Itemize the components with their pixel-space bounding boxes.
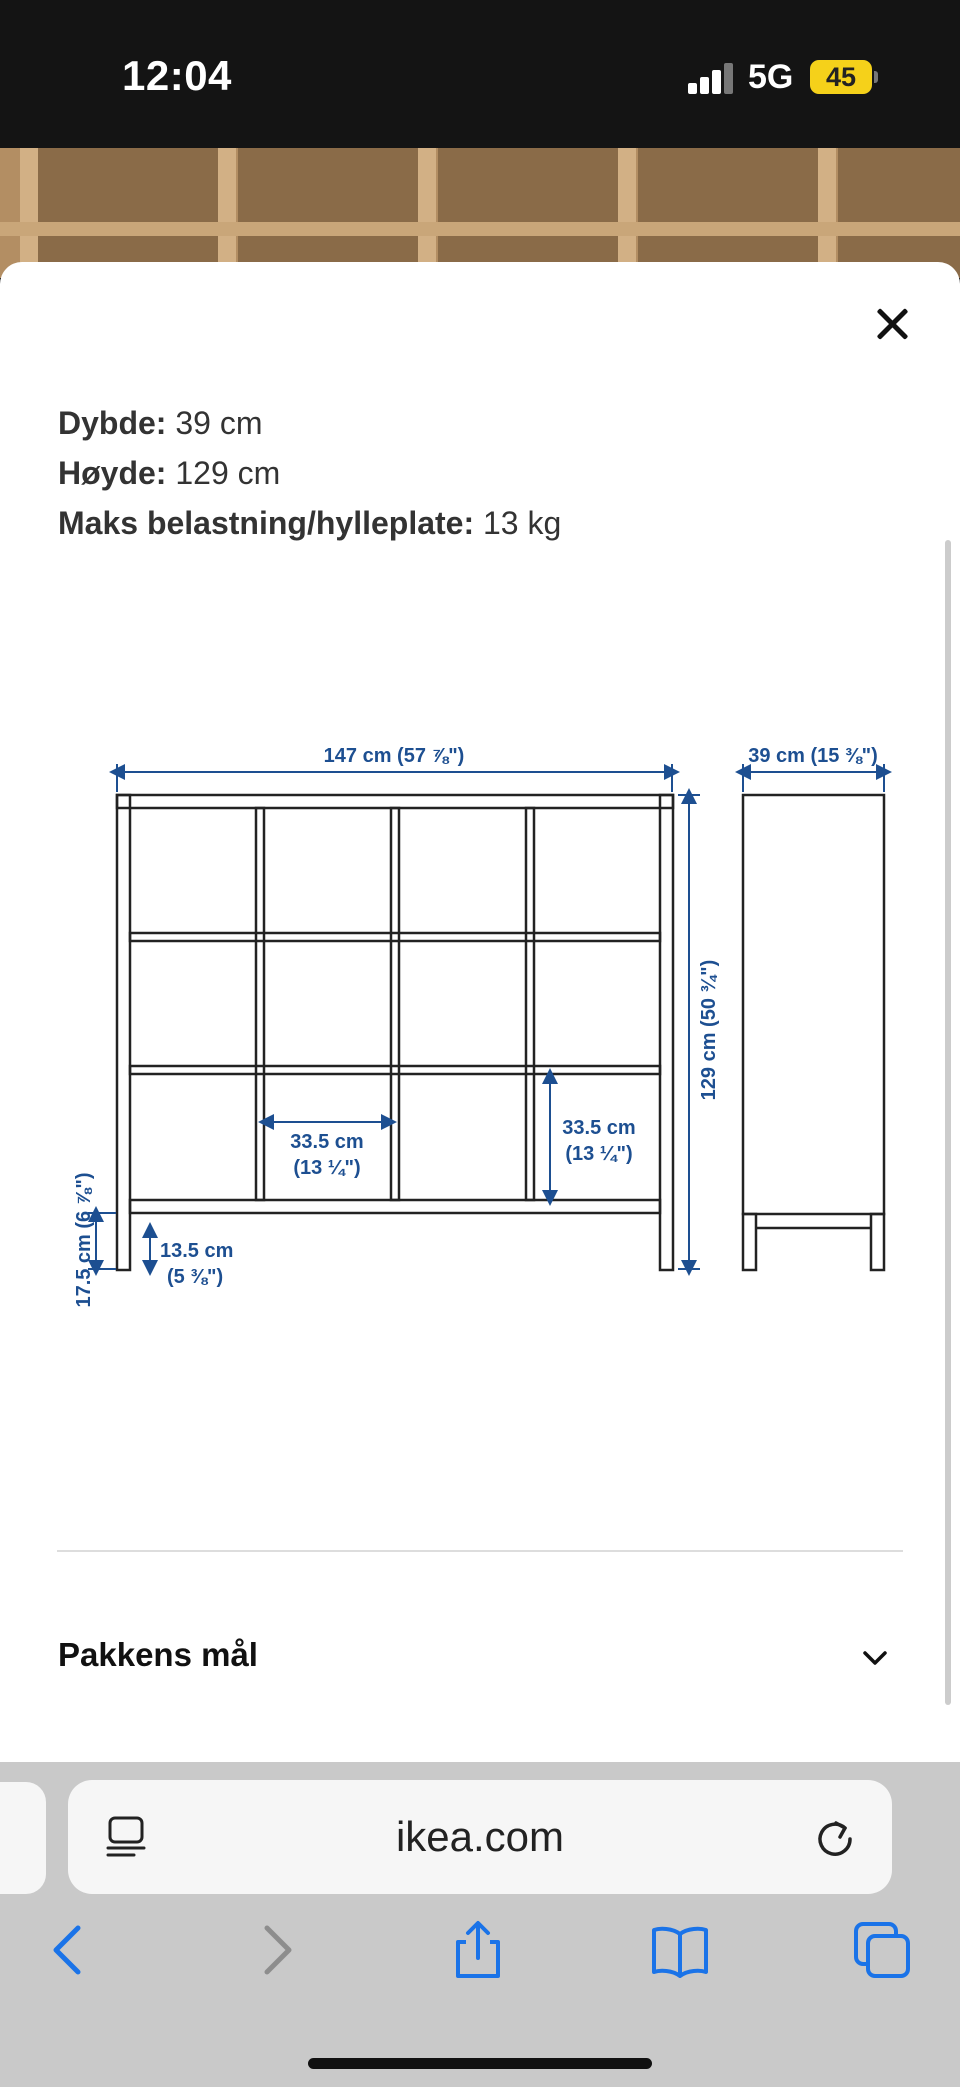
network-type: 5G [748,58,794,96]
reload-icon[interactable] [812,1814,858,1860]
share-icon[interactable] [448,1920,508,1980]
forward-icon[interactable] [245,1920,305,1980]
back-icon[interactable] [40,1920,100,1980]
spec-depth-label: Dybde: [58,405,167,441]
previous-tab-pill[interactable] [0,1782,46,1894]
cube-width-label-line2: (13 ¼") [293,1157,361,1179]
spec-height-label: Høyde: [58,455,167,491]
status-time: 12:04 [122,52,232,99]
status-bar [0,0,960,148]
spec-max-load [58,505,561,542]
spec-max-load-label: Maks belastning/hylleplate: [58,505,475,541]
cube-height-label-line1: 33.5 cm [562,1117,636,1139]
scrollbar[interactable] [945,540,951,1705]
spec-height-value: 129 cm [166,455,281,491]
cube-height-label-line2: (13 ¼") [565,1143,633,1165]
dimension-diagram [60,730,910,1350]
depth-dimension-label: 39 cm (15 ⅜") [748,745,878,767]
package-dimensions-title[interactable]: Pakkens mål [58,1636,258,1673]
width-dimension-label: 147 cm (57 ⅞") [323,745,465,767]
gap-label-line2: (5 ⅜") [167,1266,224,1288]
height-dimension-label: 129 cm (50 ¾") [698,959,720,1101]
battery-cap [874,71,878,83]
home-indicator [308,2058,652,2069]
close-button[interactable] [868,300,918,350]
cellular-signal-icon [688,62,734,94]
battery-icon: 45 [810,60,872,94]
product-photo [0,148,960,278]
spec-depth [58,405,262,442]
tabs-icon[interactable] [852,1920,912,1980]
cube-width-label-line1: 33.5 cm [290,1131,364,1153]
url-text[interactable]: ikea.com [395,1813,565,1860]
chevron-down-icon[interactable] [862,1645,888,1671]
section-divider [57,1550,903,1552]
leg-height-label: 17.5 cm (6 ⅞") [73,1172,95,1308]
bookmarks-icon[interactable] [650,1920,710,1980]
gap-label-line1: 13.5 cm [160,1240,234,1262]
spec-depth-value: 39 cm [166,405,263,441]
spec-height [58,455,280,492]
spec-max-load-value: 13 kg [474,505,562,541]
